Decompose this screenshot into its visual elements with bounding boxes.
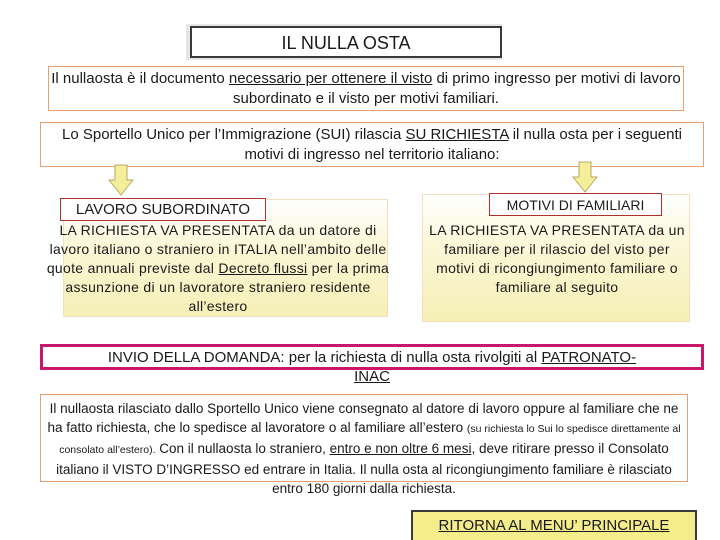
sui-text-suffix: il nulla osta per i seguenti motivi di ingresso nel territorio italiano: [244,126,682,163]
page-title: IL NULLA OSTA [190,26,502,58]
down-arrow-icon [572,161,598,193]
patronato-link-continued[interactable]: INAC [354,368,390,385]
intro-box [48,66,684,111]
sui-text-underlined: SU RICHIESTA [405,126,509,143]
final-text-part1: Il nullaosta rilasciato dallo Sportello Unico viene consegnato al datore di lavoro oppure al familiare che ne ha fatto richiesta, che lo spedisce al lavoratore o al familiare all’estero [47,401,679,435]
final-text-part3: , deve ritirare presso il Consolato italiano il VISTO D’INGRESSO ed entrare in Italia. Il nulla osta al ricongiungimento familiare è rilasciato entro 180 giorni dalla richiesta. [56,441,672,496]
final-text-underlined: entro e non oltre 6 mesi [329,441,472,456]
final-text-part2: Con il nullaosta lo straniero, [155,441,330,456]
patronato-link[interactable]: PATRONATO- [541,349,637,366]
familiari-label: MOTIVI DI FAMILIARI [489,193,662,216]
intro-text-underlined: necessario per ottenere il visto [228,70,433,87]
sui-text-prefix: Lo Sportello Unico per l’Immigrazione (SUI) rilascia [62,126,406,143]
final-info-box [40,394,688,496]
down-arrow-icon [108,164,134,196]
intro-text-prefix: Il nullaosta è il documento [51,70,229,87]
sui-box [40,122,704,167]
lavoro-text [40,221,396,316]
familiari-text: LA RICHIESTA VA PRESENTATA da un familiare per il rilascio del visto per motivi di ricongiungimento familiare o familiare al seguito [429,222,685,295]
invio-text: INVIO DELLA DOMANDA: per la richiesta di nulla osta rivolgiti al [107,349,542,366]
lavoro-text-suffix: per la prima assunzione di un lavoratore straniero residente all’estero [65,260,390,314]
back-to-menu-button[interactable] [411,510,697,540]
back-to-menu-label[interactable]: RITORNA AL MENU’ PRINCIPALE [438,517,670,534]
invio-box [40,344,704,370]
lavoro-label: LAVORO SUBORDINATO [60,198,266,221]
intro-text-suffix: di primo ingresso per motivi di lavoro subordinato e il visto per motivi familiari. [233,70,681,107]
final-text-small: (su richiesta lo Sui lo spedisce direttamente al consolato all’estero). [59,423,681,456]
lavoro-text-prefix: LA RICHIESTA VA PRESENTATA da un datore di lavoro italiano o straniero in ITALIA nell’ambito delle quote annuali previste dal [46,222,387,276]
decreto-flussi-link[interactable]: Decreto flussi [218,260,308,276]
